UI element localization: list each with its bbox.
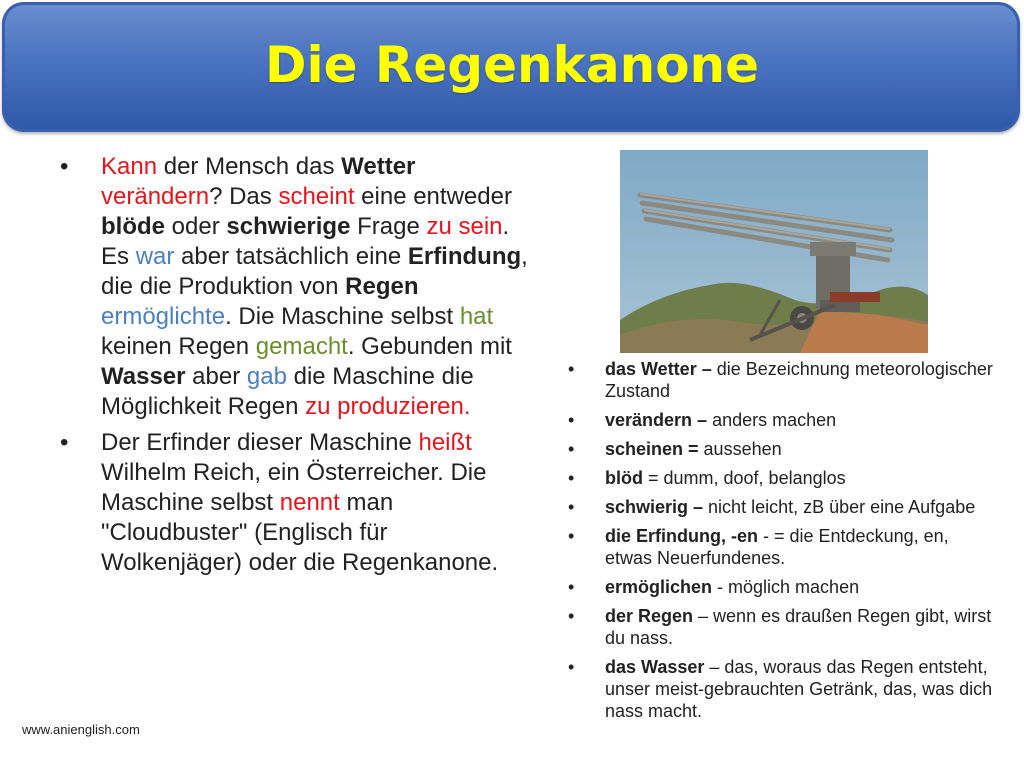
text-run: , die die Produktion von — [101, 243, 528, 300]
vocab-definition: - möglich machen — [712, 577, 860, 597]
text-run: heißt — [418, 429, 472, 456]
footer-url: www.anienglish.com — [22, 722, 140, 737]
vocab-term: scheinen = — [605, 439, 699, 459]
paragraph-2 — [60, 428, 530, 578]
vocab-item — [568, 358, 998, 402]
text-run: Wilhelm Reich, ein Österreicher. Die Maschine selbst — [101, 459, 487, 516]
bullet: • — [568, 497, 575, 517]
bullet: • — [568, 526, 575, 546]
text-run: Kann — [101, 153, 158, 180]
vocab-item — [568, 409, 998, 431]
text-run: . Die Maschine selbst — [225, 303, 460, 330]
vocab-definition: = dumm, doof, belanglos — [643, 468, 846, 488]
text-run: man "Cloudbuster" (Englisch für Wolkenjäger) oder die Regenkanone. — [101, 489, 499, 576]
paragraph-2-text — [101, 429, 498, 576]
text-run: verändern — [101, 183, 210, 210]
cloudbuster-photo — [620, 150, 928, 353]
text-run: der Mensch das — [157, 153, 342, 180]
text-run: gemacht — [255, 333, 348, 360]
vocab-definition: anders machen — [707, 410, 837, 430]
text-run: Der Erfinder dieser Maschine — [101, 429, 419, 456]
text-run: scheint — [278, 183, 355, 210]
bullet: • — [60, 153, 69, 180]
text-run: ermöglichte — [101, 303, 226, 330]
text-run: gab — [246, 363, 287, 390]
vocab-definition: – das, woraus das Regen entsteht, unser meist-gebrauchten Getränk, das, was dich nass macht. — [605, 657, 993, 721]
vocab-term: schwierig – — [605, 497, 704, 517]
vocab-definition: die Bezeichnung meteorologischer Zustand — [605, 359, 993, 401]
bullet: • — [568, 606, 575, 626]
vocab-item — [568, 605, 998, 649]
vocab-item — [568, 438, 998, 460]
bullet: • — [568, 410, 575, 430]
vocab-item — [568, 576, 998, 598]
bullet: • — [568, 657, 575, 677]
text-run: schwierige — [226, 213, 351, 240]
text-run: eine entweder — [354, 183, 512, 210]
text-run: hat — [459, 303, 494, 330]
vocab-term: ermöglichen — [605, 577, 713, 597]
text-run: Wetter — [341, 153, 416, 180]
text-run: Frage — [350, 213, 427, 240]
vocab-definition: – wenn es draußen Regen gibt, wirst du nass. — [605, 606, 992, 648]
bullet: • — [568, 577, 575, 597]
text-run: Regen — [345, 273, 419, 300]
main-text-list — [60, 152, 530, 584]
vocab-term: die Erfindung, -en — [605, 526, 758, 546]
bullet: • — [568, 468, 575, 488]
slide-title: Die Regenkanone — [264, 36, 760, 94]
text-run: Wasser — [101, 363, 186, 390]
text-run: keinen Regen — [101, 333, 256, 360]
text-run: ? Das — [209, 183, 279, 210]
text-run: Erfindung — [407, 243, 522, 270]
bullet: • — [568, 359, 575, 379]
vocab-item — [568, 656, 998, 722]
text-run: nennt — [279, 489, 340, 516]
text-run: zu sein — [426, 213, 503, 240]
text-run: aber tatsächlich eine — [174, 243, 408, 270]
bullet: • — [60, 429, 69, 456]
vocab-item — [568, 467, 998, 489]
vocab-definition: nicht leicht, zB über eine Aufgabe — [703, 497, 976, 517]
paragraph-1-text — [101, 153, 528, 420]
vocab-item — [568, 496, 998, 518]
text-run: blöde — [101, 213, 165, 240]
text-run: aber — [185, 363, 247, 390]
vocab-item — [568, 525, 998, 569]
vocab-term: blöd — [605, 468, 643, 488]
bullet: • — [568, 439, 575, 459]
text-run: . Gebunden mit — [347, 333, 512, 360]
vocab-term: der Regen — [605, 606, 694, 626]
vocab-definition: aussehen — [698, 439, 782, 459]
text-run: oder — [165, 213, 227, 240]
paragraph-1 — [60, 152, 530, 422]
text-run: die Maschine die Möglichkeit Regen — [101, 363, 474, 420]
vocab-definition: - = die Entdeckung, en, etwas Neuerfundenes. — [605, 526, 949, 568]
vocab-term: das Wasser — [605, 657, 705, 677]
text-run: war — [135, 243, 175, 270]
text-run: zu produzieren. — [305, 393, 471, 420]
vocab-term: das Wetter – — [605, 359, 712, 379]
vocabulary-list — [568, 358, 998, 729]
text-run: . Es — [101, 213, 510, 270]
vocab-term: verändern – — [605, 410, 708, 430]
